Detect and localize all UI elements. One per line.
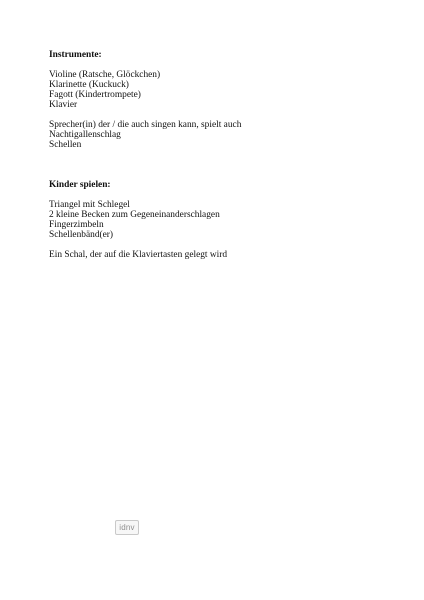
spacer [49,110,389,120]
children-item: Schellenbänd(er) [49,230,114,240]
children-item: 2 kleine Becken zum Gegeneinanderschlagen [49,210,220,220]
watermark-logo: idnv [115,520,139,535]
children-section [49,180,389,260]
children-item: Fingerzimbeln [49,220,104,230]
instrument-item: Fagott (Kindertrompete) [49,90,141,100]
speaker-line: Nachtigallenschlag [49,130,121,140]
children-heading: Kinder spielen: [49,180,111,190]
page-content [49,50,389,260]
spacer [49,240,389,250]
speaker-line: Sprecher(in) der / die auch singen kann, spielt auch [49,120,242,130]
instrument-item: Klarinette (Kuckuck) [49,80,129,90]
instrument-item: Klavier [49,100,78,110]
instruments-section [49,50,389,150]
instrument-item: Violine (Ratsche, Glöckchen) [49,70,161,80]
children-note: Ein Schal, der auf die Klaviertasten gelegt wird [49,250,228,260]
speaker-line: Schellen [49,140,82,150]
instruments-heading: Instrumente: [49,50,102,60]
children-item: Triangel mit Schlegel [49,200,130,210]
spacer [49,150,389,180]
